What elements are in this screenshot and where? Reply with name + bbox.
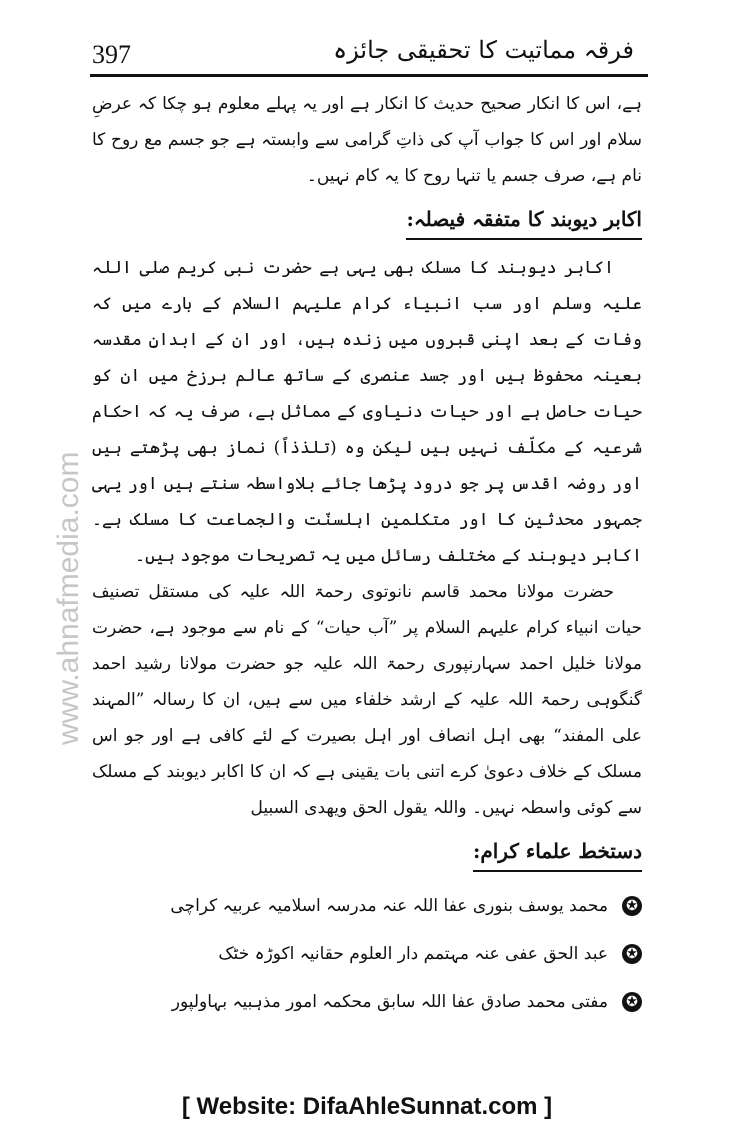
side-watermark: www.ahnafmedia.com [52,451,85,745]
signature-item [92,984,642,1020]
section-heading-wrap [92,194,642,250]
signature-text: مفتی محمد صادق عفا اللہ سابق محکمہ امور مذہبیہ بہاولپور [171,992,608,1012]
star-circle-icon: ✪ [622,896,642,916]
paragraph-intro: ہے، اس کا انکار صحیح حدیث کا انکار ہے اور یہ پہلے معلوم ہو چکا کہ عرضِ سلام اور اس کا جواب آپ کی ذاتِ گرامی سے وابستہ ہے جو جسم مع روح کا نام ہے، صرف جسم یا تنہا روح کا یہ کام نہیں۔ [92,94,642,186]
running-header-title: فرقہ مماتیت کا تحقیقی جائزہ [333,36,634,64]
paragraph-nanotvi: حضرت مولانا محمد قاسم نانوتوی رحمۃ اللہ علیہ کی مستقل تصنیف حیات انبیاء کرام علیہم السلام پر ”آب حیات“ کے نام سے موجود ہے، حضرت مولانا خلیل احمد سہارنپوری رحمۃ اللہ علیہ جو حضرت مولانا رشید احمد گنگوہی رحمۃ اللہ علیہ کے ارشد خلفاء میں سے ہیں، ان کا رسالہ ”المہند علی المفند“ بھی اہل انصاف اور اہل بصیرت کے لئے کافی ہے اور جو اس مسلک کے خلاف دعویٰ کرے اتنی بات یقینی ہے کہ ان کا اکابر دیوبند کے مسلک سے کوئی واسطہ نہیں۔ واللہ یقول الحق ویھدی السبیل [92,582,643,818]
page-number: 397 [92,40,131,69]
section-heading: اکابر دیوبند کا متفقہ فیصلہ: [406,202,642,240]
star-circle-icon: ✪ [622,992,642,1012]
signature-text: محمد یوسف بنوری عفا اللہ عنہ مدرسہ اسلامیہ عربیہ کراچی [170,896,608,916]
signatures-heading: دستخط علماء کرام: [473,834,642,872]
signatures-heading-wrap [92,826,642,882]
signature-list [92,888,642,1020]
website-footer: [ Website: DifaAhleSunnat.com ] [181,1093,553,1120]
header-rule [90,74,648,77]
page-body [92,86,642,1032]
star-circle-icon: ✪ [622,944,642,964]
paragraph-akabir: اکابر دیوبند کا مسلک بھی یہی ہے حضرت نبی کریم صلی اللہ علیہ وسلم اور سب انبیاء کرام علیہم السلام کے بارے میں کہ وفات کے بعد اپنی قبروں میں زندہ ہیں، اور ان کے ابدانِ مقدسہ بعینہ محفوظ ہیں اور جسد عنصری کے ساتھ عالم برزخ میں ان کو حیات حاصل ہے اور حیات دنیاوی کے مماثل ہے، صرف یہ کہ احکام شرعیہ کے مکلّف نہیں ہیں لیکن وہ (تلذذاً) نماز بھی پڑھتے ہیں اور روضہ اقدس پر جو درود پڑھا جائے بلاواسطہ سنتے ہیں اور یہی جمہور محدثین کا اور متکلمین اہلسنّت والجماعت کا مسلک ہے۔ اکابر دیوبند کے مختلف رسائل میں یہ تصریحات موجود ہیں۔ [92,258,642,566]
signature-item [92,888,642,924]
signature-text: عبد الحق عفی عنہ مہتمم دار العلوم حقانیہ اکوڑہ خٹک [218,944,608,964]
signature-item [92,936,642,972]
